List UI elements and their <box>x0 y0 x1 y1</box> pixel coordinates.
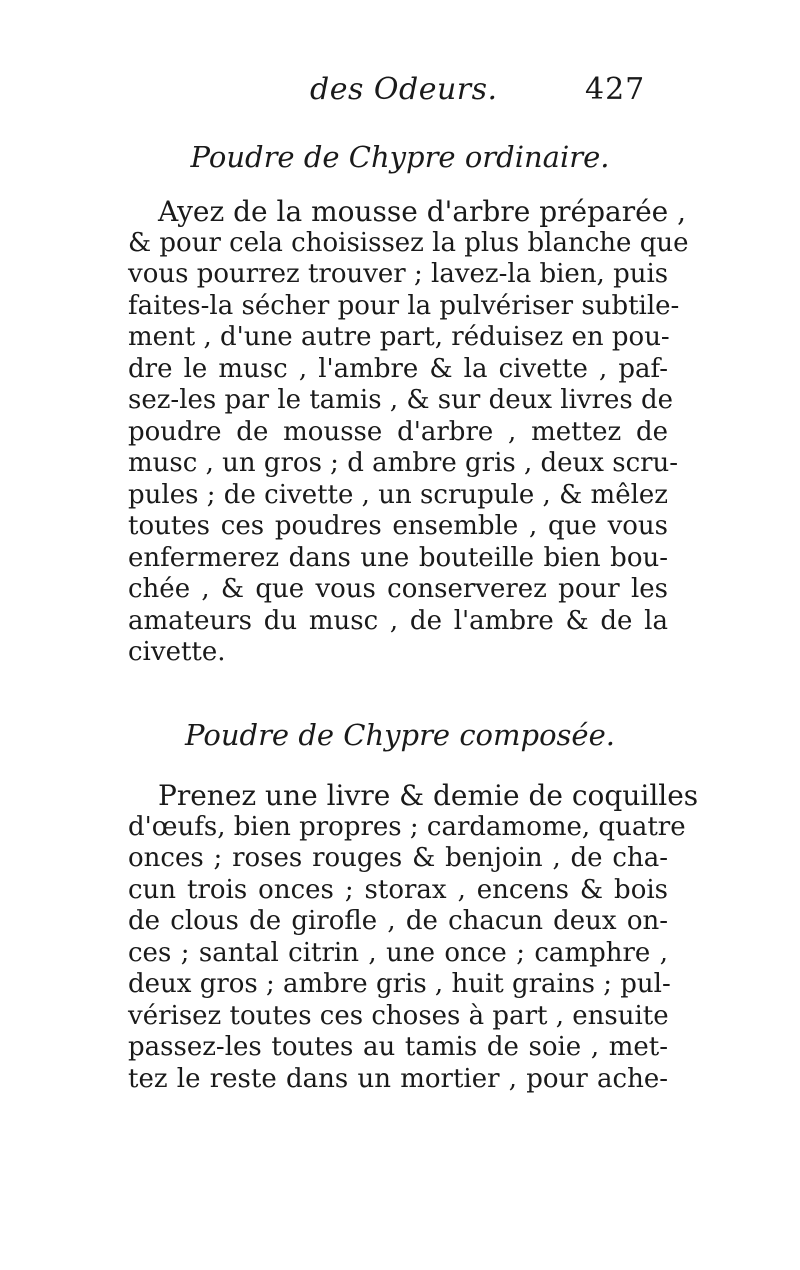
text-line: Prenez une livre & demie de coquilles <box>158 779 699 812</box>
text-line: d'œufs, bien propres ; cardamome, quatre <box>128 811 686 842</box>
section-heading-composee: Poudre de Chypre composée. <box>185 718 615 752</box>
text-line: onces ; roses rouges & benjoin , de cha- <box>128 843 668 873</box>
text-line: ces ; santal citrin , une once ; camphre , <box>128 937 668 968</box>
text-line: deux gros ; ambre gris , huit grains ; pul- <box>128 969 671 999</box>
text-line: Ayez de la mousse d'arbre préparée , <box>158 195 687 228</box>
paragraph-ordinaire <box>128 195 689 669</box>
text-line: tez le reste dans un mortier , pour ache- <box>128 1063 668 1094</box>
text-line: vérisez toutes ces choses à part , ensuite <box>128 1000 669 1031</box>
text-line: sez-les par le tamis , & sur deux livres de <box>128 385 674 415</box>
text-line: pules ; de civette , un scrupule , & mêlez <box>128 479 668 510</box>
page-number: 427 <box>585 72 646 107</box>
running-head <box>0 72 800 116</box>
text-line: poudre de mousse d'arbre , mettez de <box>128 416 668 447</box>
paragraph-composee <box>128 779 699 1095</box>
text-line: & pour cela choisissez la plus blanche que <box>128 227 689 258</box>
text-line: amateurs du musc , de l'ambre & de la <box>128 605 668 636</box>
text-line: musc , un gros ; d ambre gris , deux scru- <box>128 448 679 478</box>
text-line: toutes ces poudres ensemble , que vous <box>128 511 668 541</box>
text-line: vous pourrez trouver ; lavez-la bien, puis <box>128 259 669 289</box>
text-line: cun trois onces ; storax , encens & bois <box>128 874 668 905</box>
text-line: enfermerez dans une bouteille bien bou- <box>128 542 668 573</box>
text-line: de clous de girofle , de chacun deux on- <box>128 906 668 936</box>
text-line: ment , d'une autre part, réduisez en pou- <box>128 322 670 352</box>
text-line: passez-les toutes au tamis de soie , met- <box>128 1032 668 1062</box>
text-line: dre le musc , l'ambre & la civette , paf- <box>128 353 668 384</box>
running-title: des Odeurs. <box>310 72 498 107</box>
text-line: chée , & que vous conserverez pour les <box>128 574 668 604</box>
section-heading-ordinaire: Poudre de Chypre ordinaire. <box>190 140 610 174</box>
text-line: civette. <box>128 637 226 667</box>
text-line: faites-la sécher pour la pulvériser subtile- <box>128 290 680 321</box>
